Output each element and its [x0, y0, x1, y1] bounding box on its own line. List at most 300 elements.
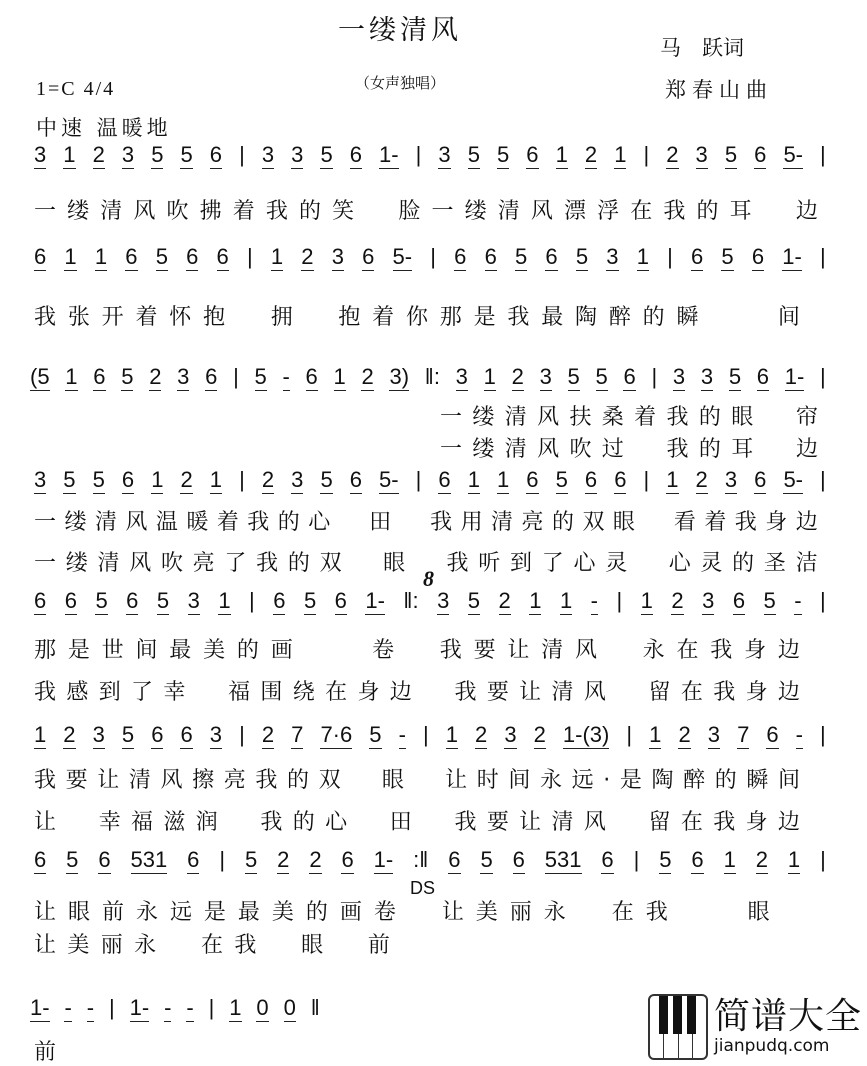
note: 1 [555, 142, 568, 167]
note: 5 [63, 467, 76, 492]
lyric-char: 灵 [700, 551, 723, 576]
lyric-char: 时 [476, 768, 499, 793]
lyric-char [408, 895, 430, 926]
lyric-char [643, 505, 665, 536]
lyric-char: 让 [34, 933, 57, 958]
lyric-char: 画 [270, 638, 293, 663]
note: - [64, 995, 72, 1020]
lyric-char: 那 [34, 638, 57, 663]
lyric-char: 双 [318, 768, 341, 793]
lyric-char: 着 [216, 510, 239, 535]
note: 2 [149, 364, 162, 389]
lyric-char: 风 [129, 551, 152, 576]
lyric-char: 眼 [301, 933, 324, 958]
lyric-char [406, 633, 428, 664]
lyric-char: 的 [292, 810, 315, 835]
note: 6 [754, 142, 767, 167]
lyric-char: 的 [305, 900, 328, 925]
note: 531 [130, 847, 168, 872]
barline: | [643, 467, 650, 492]
lyric-char: 浮 [597, 199, 620, 224]
note: 5 [575, 244, 589, 269]
lyric-line [34, 895, 770, 926]
barline: | [430, 244, 436, 269]
lyric-char: 亮 [521, 510, 544, 535]
barline: | [626, 722, 633, 747]
note: 6 [151, 722, 164, 747]
notation-line [30, 995, 320, 1022]
lyric-char: 着 [634, 405, 657, 430]
lyric-char: 的 [714, 768, 737, 793]
lyric-char: 我 [234, 933, 257, 958]
note: 1 [467, 467, 480, 492]
note: 1 [229, 995, 242, 1020]
barline: | [108, 995, 115, 1020]
barline: ‖ [310, 995, 320, 1020]
note: - [794, 588, 802, 613]
note: 5 [155, 244, 168, 269]
lyric-char: 清 [504, 405, 527, 430]
note: 6 [34, 847, 47, 872]
piano-icon [648, 994, 708, 1060]
note: 6 [334, 588, 347, 613]
lyric-char: 前 [367, 933, 390, 958]
lyric-char: 那 [439, 305, 462, 330]
lyric-char: 眼 [383, 551, 406, 576]
barline: | [239, 142, 245, 167]
note: 5 [497, 142, 510, 167]
lyric-char: 风 [583, 810, 606, 835]
note: 1 [64, 244, 77, 269]
lyric-char [400, 505, 422, 536]
note: 6 [125, 244, 138, 269]
note: 2 [261, 467, 275, 492]
lyric-char: 我 [507, 305, 530, 330]
notation-line [34, 847, 826, 874]
lyric-char: 风 [125, 510, 148, 535]
note: 3 [291, 142, 304, 167]
barline: | [415, 467, 422, 492]
lyric-char: 用 [460, 510, 483, 535]
note: 5 [303, 588, 317, 613]
lyric-char: 清 [551, 680, 574, 705]
lyric-char: 最 [169, 638, 192, 663]
lyric-line [34, 194, 818, 225]
lyric-char: 是 [67, 638, 90, 663]
lyric-char: 美 [203, 638, 226, 663]
lyric-char: 拂 [199, 199, 222, 224]
lyric-char: 温 [155, 510, 178, 535]
note: 5 [156, 588, 170, 613]
lyric-line [440, 432, 818, 463]
note: 5 [254, 364, 267, 389]
lyric-char: 的 [732, 551, 755, 576]
note: 5- [783, 467, 803, 492]
note: 1 [649, 722, 662, 747]
lyric-char: 幸 [98, 810, 121, 835]
lyric-char: 让 [97, 768, 120, 793]
note: 1 [559, 588, 573, 613]
note: 5 [728, 364, 742, 389]
barline: | [820, 847, 826, 872]
note: 6 [273, 588, 286, 613]
lyric-char: 身 [744, 638, 767, 663]
lyric-char: · [603, 768, 611, 793]
lyric-char: 最 [237, 900, 260, 925]
lyric-char: 留 [648, 680, 671, 705]
lyric-char: 耳 [729, 199, 752, 224]
note: 2 [533, 722, 546, 747]
barline: | [633, 847, 640, 872]
lyric-char: 一 [440, 405, 463, 430]
lyric-char: 着 [135, 305, 158, 330]
lyric-char [351, 546, 373, 577]
barline: | [820, 467, 826, 492]
note: 3 [34, 142, 47, 167]
note: 1- [782, 244, 802, 269]
lyric-char: 间 [777, 768, 800, 793]
lyric-char: 一 [34, 510, 57, 535]
note: 6 [121, 467, 135, 492]
lyric-char: 我 [255, 768, 278, 793]
lyric-char: 感 [66, 680, 89, 705]
note: 1 [209, 467, 223, 492]
lyric-char: 缕 [464, 199, 487, 224]
barline: | [643, 142, 650, 167]
lyric-char: 田 [369, 510, 392, 535]
note: 2 [755, 847, 768, 872]
note: 5 [320, 467, 333, 492]
lyric-char [196, 675, 218, 706]
lyric-char: 的 [287, 551, 310, 576]
lyric-char: 间 [508, 768, 531, 793]
note: - [590, 588, 598, 613]
lyric-char: 洁 [795, 551, 818, 576]
lyric-char: 要 [486, 810, 509, 835]
lyric-char: 到 [98, 680, 121, 705]
lyric-char: 的 [299, 199, 322, 224]
lyric-char: 吹 [160, 551, 183, 576]
lyric-char: 身 [745, 810, 768, 835]
note: - [86, 995, 95, 1020]
lyric-line [34, 1035, 60, 1066]
lyric-char [338, 633, 360, 664]
note: 1 [151, 467, 164, 492]
lyric-char: 幸 [163, 680, 186, 705]
lyric-char: 在 [200, 933, 223, 958]
lyric-char: 间 [135, 638, 158, 663]
barline: | [415, 142, 422, 167]
lyric-char: 美 [67, 933, 90, 958]
note: 2 [92, 142, 105, 167]
lyric-char: 的 [236, 638, 259, 663]
note: 0 [283, 995, 296, 1020]
lyric-char: 丽 [509, 900, 532, 925]
note: 6 [526, 142, 539, 167]
lyric-char: 着 [372, 305, 395, 330]
notation-line [34, 467, 826, 494]
note: 6 [93, 364, 106, 389]
lyric-char: 到 [510, 551, 533, 576]
lyric-char: 的 [642, 305, 665, 330]
barline: | [820, 722, 826, 747]
lyric-char: 圣 [763, 551, 786, 576]
lyric-char: 在 [611, 900, 634, 925]
lyric-char: 风 [537, 405, 560, 430]
note: 6 [732, 588, 746, 613]
note: 5 [320, 142, 333, 167]
note: 3 [702, 588, 715, 613]
lyric-char: 抱 [338, 305, 361, 330]
note: 1 [640, 588, 653, 613]
note: 3 [455, 364, 468, 389]
song-title: 一缕清风 [338, 15, 462, 46]
lyric-char [616, 805, 638, 836]
lyric-char: 福 [131, 810, 154, 835]
note: 3 [92, 722, 105, 747]
tempo-marking: 中速 温暖地 [36, 116, 172, 140]
lyric-char: 让 [34, 900, 57, 925]
note: 1 [483, 364, 496, 389]
lyric-char: 清 [100, 199, 123, 224]
logo-name: 简谱大全 [714, 996, 863, 1037]
note: 6 [205, 364, 218, 389]
lyric-char [634, 432, 656, 463]
lyric-char: 心 [668, 551, 691, 576]
barline: | [249, 588, 255, 613]
lyric-char [422, 805, 444, 836]
note: 5 [467, 142, 480, 167]
lyric-char: 清 [94, 510, 117, 535]
lyric-char: 最 [541, 305, 564, 330]
lyric-char [744, 300, 766, 331]
lyric-char: 身 [357, 680, 380, 705]
lyric-char [764, 432, 786, 463]
lyric-char: 眼 [612, 510, 635, 535]
note: 3 [34, 467, 47, 492]
lyric-char: 要 [473, 638, 496, 663]
lyric-char: 我 [454, 680, 477, 705]
note: 5- [783, 142, 803, 167]
note: 6 [216, 244, 229, 269]
note: 5 [92, 467, 105, 492]
lyric-line [34, 300, 800, 331]
lyric-line [34, 805, 800, 836]
lyric-char: 让 [507, 638, 530, 663]
lyric-char: 我 [34, 680, 57, 705]
lyric-char: 间 [777, 305, 800, 330]
barline: :‖ [413, 847, 429, 872]
note: 5 [151, 142, 164, 167]
lyric-char: 田 [389, 810, 412, 835]
lyric-line [34, 633, 800, 664]
lyric-char: 滋 [163, 810, 186, 835]
lyric-char: 桑 [601, 405, 624, 430]
note: 6 [756, 364, 770, 389]
lyric-char: 卷 [373, 900, 396, 925]
lyric-char: 边 [389, 680, 412, 705]
note: 2 [301, 244, 314, 269]
note: 3 [438, 142, 451, 167]
lyricist: 马 跃词 [660, 36, 744, 60]
lyric-char: 要 [486, 680, 509, 705]
note: 6 [349, 467, 362, 492]
lyric-char: 眼 [731, 405, 754, 430]
note: 1-(3) [562, 722, 610, 747]
note: 1 [218, 588, 231, 613]
lyric-char: 远 [571, 768, 594, 793]
lyric-char: 美 [475, 900, 498, 925]
lyric-char: 在 [676, 638, 699, 663]
lyric-line [34, 675, 800, 706]
note: 5 [66, 847, 79, 872]
lyric-char: 拥 [270, 305, 293, 330]
note: 1 [723, 847, 736, 872]
notation-line [34, 142, 826, 169]
note: 3) [389, 364, 410, 389]
lyric-char: 要 [65, 768, 88, 793]
note: 6 [362, 244, 375, 269]
note: 2 [666, 142, 679, 167]
lyric-char: 一 [431, 199, 454, 224]
lyric-char: 双 [582, 510, 605, 535]
lyric-char: 世 [101, 638, 124, 663]
lyric-char: 是 [619, 768, 642, 793]
notation-line [34, 722, 826, 749]
note: 531 [544, 847, 582, 872]
note: - [186, 995, 194, 1020]
note: 6 [34, 244, 47, 269]
note: 6 [349, 142, 362, 167]
lyric-char: 我 [34, 305, 57, 330]
lyric-char: 我 [710, 638, 733, 663]
lyric-char: 我 [247, 510, 270, 535]
lyric-char: 缕 [472, 437, 495, 462]
lyric-char: 我 [34, 768, 57, 793]
note: 5 [121, 722, 135, 747]
barline: | [820, 588, 826, 613]
lyric-char: 丽 [100, 933, 123, 958]
lyric-char: 永 [134, 933, 157, 958]
lyric-char: 风 [583, 680, 606, 705]
note: 5 [595, 364, 608, 389]
note: 1 [65, 364, 78, 389]
note: 6 [601, 847, 614, 872]
lyric-char: 远 [169, 900, 192, 925]
lyric-char: 清 [491, 510, 514, 535]
notation-line [34, 588, 826, 615]
lyric-char: 让 [519, 810, 542, 835]
lyric-char [710, 300, 732, 331]
lyric-char: 风 [575, 638, 598, 663]
note: 6 [209, 142, 223, 167]
lyric-char: 眼 [381, 768, 404, 793]
note: 1 [63, 142, 76, 167]
lyric-char: 风 [530, 199, 553, 224]
note: 5 [121, 364, 134, 389]
lyric-char: 瞬 [676, 305, 699, 330]
lyric-char: 的 [287, 768, 310, 793]
lyric-char: 一 [440, 437, 463, 462]
lyric-char: 瞬 [746, 768, 769, 793]
lyric-char: 我 [256, 551, 279, 576]
note: 3 [177, 364, 190, 389]
note: 3 [724, 467, 738, 492]
lyric-char: 清 [541, 638, 564, 663]
note: 7·6 [320, 722, 353, 747]
note: 2 [361, 364, 374, 389]
lyric-char [357, 805, 379, 836]
lyric-char: 让 [34, 810, 57, 835]
lyric-char [237, 300, 259, 331]
note: 1- [373, 847, 394, 872]
note: 6 [623, 364, 636, 389]
lyric-char: 画 [339, 900, 362, 925]
lyric-char: 双 [319, 551, 342, 576]
lyric-char: 风 [133, 199, 156, 224]
lyric-char: 着 [704, 510, 727, 535]
lyric-char [335, 928, 357, 959]
lyric-char: 眼 [747, 900, 770, 925]
lyric-char: 擦 [192, 768, 215, 793]
lyric-char: 前 [101, 900, 124, 925]
note: 1 [270, 244, 284, 269]
lyric-char [168, 928, 190, 959]
lyric-char: 过 [601, 437, 624, 462]
lyric-char: 在 [680, 810, 703, 835]
lyric-char: 我 [439, 638, 462, 663]
lyric-char: 我 [663, 199, 686, 224]
lyric-char: 亮 [192, 551, 215, 576]
note: 3 [539, 364, 552, 389]
lyric-char: 扶 [569, 405, 592, 430]
lyric-char: 清 [497, 199, 520, 224]
note: 5 [659, 847, 672, 872]
note: 3 [261, 142, 275, 167]
note: 2 [671, 588, 684, 613]
lyric-char: 我 [713, 810, 736, 835]
lyric-char: 我 [265, 199, 288, 224]
note: 6 [187, 847, 200, 872]
lyric-char: 眼 [67, 900, 90, 925]
lyric-char: 是 [473, 305, 496, 330]
lyric-char: 边 [777, 810, 800, 835]
lyric-char: 边 [795, 199, 818, 224]
note: 3 [695, 142, 708, 167]
note: 1- [379, 142, 399, 167]
logo-url: jianpudq.com [714, 1036, 830, 1056]
lyric-char: 了 [224, 551, 247, 576]
lyric-char [305, 300, 327, 331]
note: 5 [721, 244, 734, 269]
barline: ‖: [424, 364, 440, 389]
note: 1- [129, 995, 150, 1020]
lyric-char: 的 [698, 437, 721, 462]
lyric-char: 我 [260, 810, 283, 835]
note: 3 [209, 722, 223, 747]
lyric-line [34, 928, 390, 959]
note: 1- [784, 364, 805, 389]
lyric-char: 的 [696, 199, 719, 224]
note: 5 [555, 467, 568, 492]
note: 6 [526, 467, 539, 492]
note: 6 [448, 847, 461, 872]
lyric-char [680, 895, 702, 926]
barline: | [233, 364, 239, 389]
lyric-char: 卷 [372, 638, 395, 663]
note: 6 [341, 847, 354, 872]
note: 3 [331, 244, 344, 269]
